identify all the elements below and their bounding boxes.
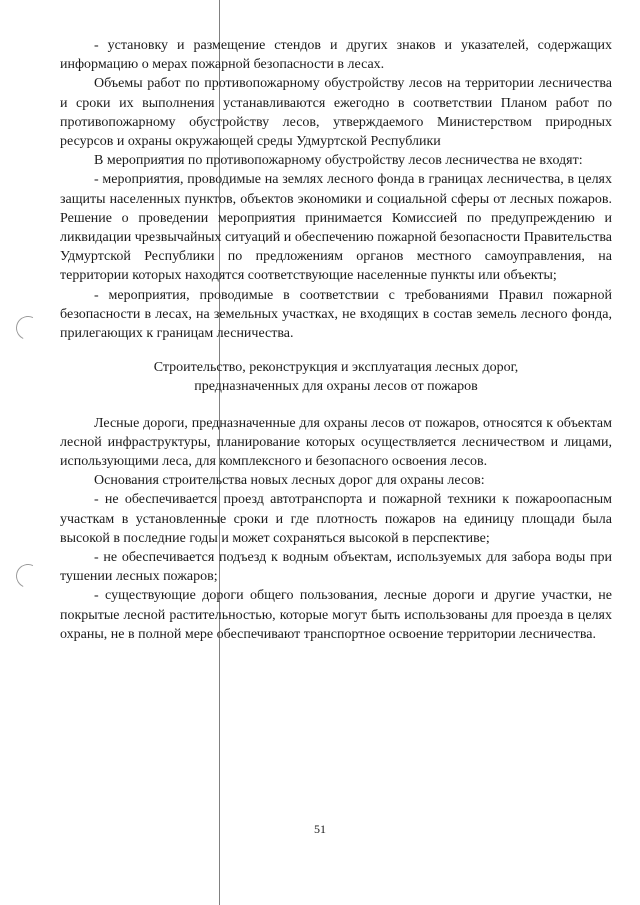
punch-hole-mark — [13, 561, 44, 592]
body-paragraph: - мероприятия, проводимые на землях лесного фонда в границах лесничества, в целях защиты населенных пунктов, объектов экономики и социальной сферы от лесных пожаров. Решение о проведении мероприятия принимается Комиссией по предупреждению и ликвидации чрезвычайных ситуаций и обеспечению пожарной безопасности Правительства Удмуртской Республики по предложениям органов местного самоуправления, на территории которых находятся соответствующие населенные пункты или объекты; — [60, 172, 612, 284]
body-paragraph: В мероприятия по противопожарному обустройству лесов лесничества не входят: — [94, 153, 583, 169]
body-paragraph: - существующие дороги общего пользования, лесные дороги и другие участки, не покрытые лесной растительностью, которые могут быть использованы для проезда в целях охраны, не в полной мере обеспечивают транспортное освоение территории лесничества. — [60, 588, 612, 642]
punch-hole-mark — [13, 313, 44, 344]
body-paragraph: Объемы работ по противопожарному обустройству лесов на территории лесничества и сроки их выполнения устанавливаются ежегодно в соответствии Планом работ по противопожарному обустройству лесов, утверждаемого Министерством природных ресурсов и охраны окружающей среды Удмуртской Республики — [60, 76, 612, 150]
body-paragraph: - не обеспечивается проезд автотранспорта и пожарной техники к пожароопасным участкам в установленные сроки и где плотность пожаров на единицу площади была высокой в последние годы и может сохраняться высокой в перспективе; — [60, 492, 612, 546]
page-number: 51 — [314, 822, 326, 836]
body-paragraph: - не обеспечивается подъезд к водным объектам, используемых для забора воды при тушении лесных пожаров; — [60, 550, 612, 585]
body-paragraph: Лесные дороги, предназначенные для охраны лесов от пожаров, относятся к объектам лесной инфраструктуры, планирование которых осуществляется лесничеством и лицами, использующими леса, для комплексного и безопасного освоения лесов. — [60, 415, 612, 470]
section-heading — [60, 358, 612, 396]
body-paragraph: - мероприятия, проводимые в соответствии с требованиями Правил пожарной безопасности в лесах, на земельных участках, не входящих в состав земель лесного фонда, прилегающих к границам лесничества. — [60, 287, 612, 342]
section-heading-line: Строительство, реконструкция и эксплуатация лесных дорог, — [153, 360, 519, 376]
document-body — [60, 36, 612, 644]
body-paragraph: Основания строительства новых лесных дорог для охраны лесов: — [94, 473, 485, 489]
body-paragraph: - установку и размещение стендов и других знаков и указателей, содержащих информацию о мерах пожарной безопасности в лесах. — [60, 38, 612, 73]
section-heading-line: предназначенных для охраны лесов от пожаров — [194, 379, 478, 395]
